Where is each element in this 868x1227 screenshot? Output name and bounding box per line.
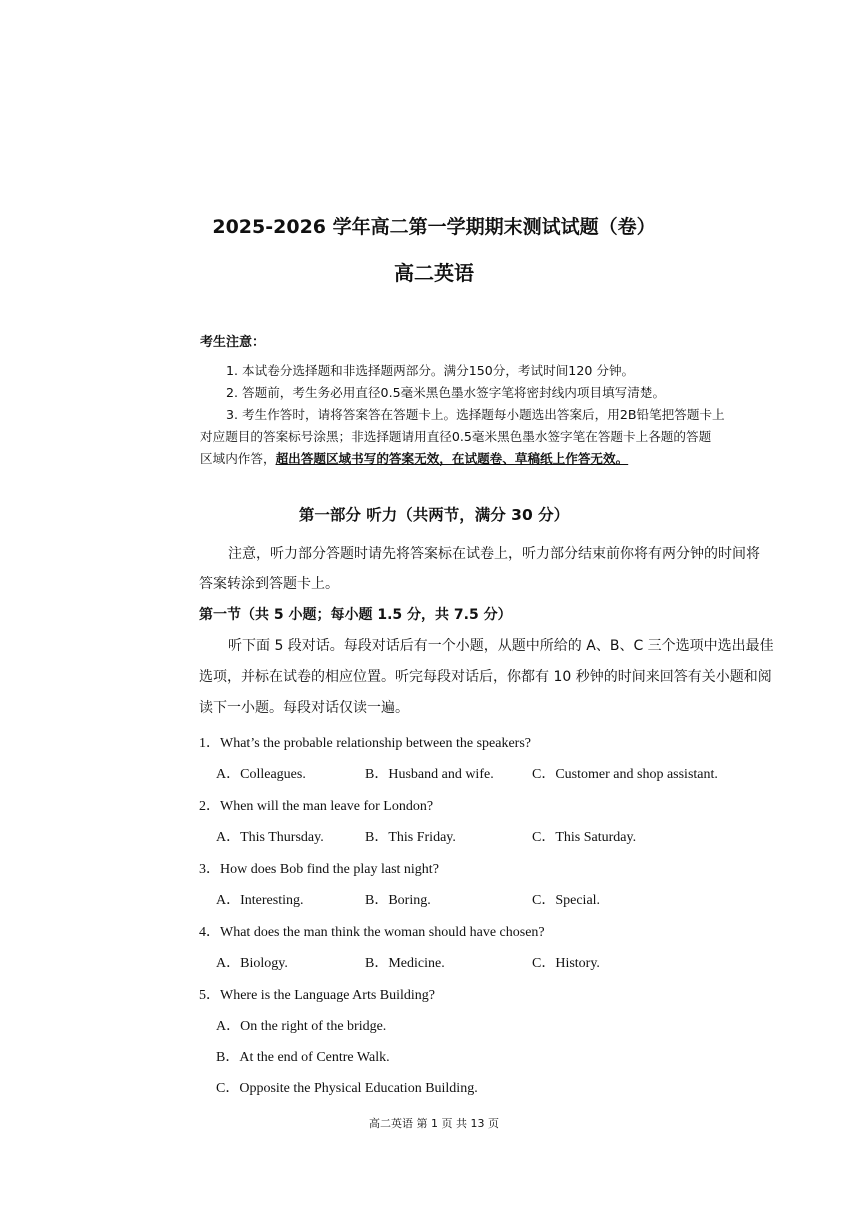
instruction-line-1: 听下面 5 段对话。每段对话后有一个小题，从题中所给的 A、B、C 三个选项中选出最佳 [228, 638, 774, 654]
question-2-stem: 2．When will the man leave for London? [199, 799, 434, 814]
notice-line-5-underlined: 超出答题区域书写的答案无效，在试题卷、草稿纸上作答无效。 [275, 451, 629, 466]
notice-line-2: 2. 答题前，考生务必用直径0.5毫米黑色墨水签字笔将密封线内项目填写清楚。 [226, 385, 666, 400]
question-1-option-a: A．Colleagues. [216, 767, 306, 782]
part1-note-line-1: 注意，听力部分答题时请先将答案标在试卷上，听力部分结束前你将有两分钟的时间将 [228, 546, 760, 562]
question-1-option-c: C．Customer and shop assistant. [532, 767, 718, 782]
question-3-stem: 3．How does Bob find the play last night? [199, 862, 439, 877]
question-3-option-a: A．Interesting. [216, 893, 304, 908]
notice-line-3: 3. 考生作答时，请将答案答在答题卡上。选择题每小题选出答案后，用2B铅笔把答题卡上 [226, 407, 725, 422]
question-4-stem: 4．What does the man think the woman should have chosen? [199, 925, 545, 940]
notice-line-4: 对应题目的答案标号涂黑；非选择题请用直径0.5毫米黑色墨水签字笔在答题卡上各题的答题 [200, 429, 712, 444]
question-5-option-c: C．Opposite the Physical Education Building. [216, 1081, 478, 1096]
notice-heading: 考生注意： [200, 335, 266, 350]
exam-title: 2025-2026 学年高二第一学期期末测试试题（卷） [212, 216, 656, 238]
question-3-option-c: C．Special. [532, 893, 601, 908]
question-5-stem: 5．Where is the Language Arts Building? [199, 988, 435, 1003]
question-4-option-b: B．Medicine. [365, 956, 445, 971]
notice-line-5-prefix: 区域内作答， [200, 451, 276, 466]
exam-subtitle: 高二英语 [394, 261, 474, 285]
question-3-option-b: B．Boring. [365, 893, 431, 908]
question-2-option-a: A．This Thursday. [216, 830, 324, 845]
question-5-option-a: A．On the right of the bridge. [216, 1019, 387, 1034]
part1-title: 第一部分 听力（共两节，满分 30 分） [298, 506, 570, 524]
part1-note-line-2: 答案转涂到答题卡上。 [199, 576, 339, 592]
page-footer: 高二英语 第 1 页 共 13 页 [369, 1117, 499, 1130]
notice-line-1: 1. 本试卷分选择题和非选择题两部分。满分150分，考试时间120 分钟。 [226, 363, 635, 378]
section1-title: 第一节（共 5 小题；每小题 1.5 分，共 7.5 分） [199, 607, 512, 623]
question-4-option-c: C．History. [532, 956, 600, 971]
instruction-line-2: 选项，并标在试卷的相应位置。听完每段对话后，你都有 10 秒钟的时间来回答有关小题和阅 [199, 669, 772, 685]
instruction-line-3: 读下一小题。每段对话仅读一遍。 [199, 700, 409, 716]
question-1-option-b: B．Husband and wife. [365, 767, 494, 782]
question-1-stem: 1．What’s the probable relationship between the speakers? [199, 736, 531, 751]
question-2-option-b: B．This Friday. [365, 830, 456, 845]
notice-line-5 [200, 448, 628, 467]
question-4-option-a: A．Biology. [216, 956, 288, 971]
question-2-option-c: C．This Saturday. [532, 830, 637, 845]
question-5-option-b: B．At the end of Centre Walk. [216, 1050, 390, 1065]
